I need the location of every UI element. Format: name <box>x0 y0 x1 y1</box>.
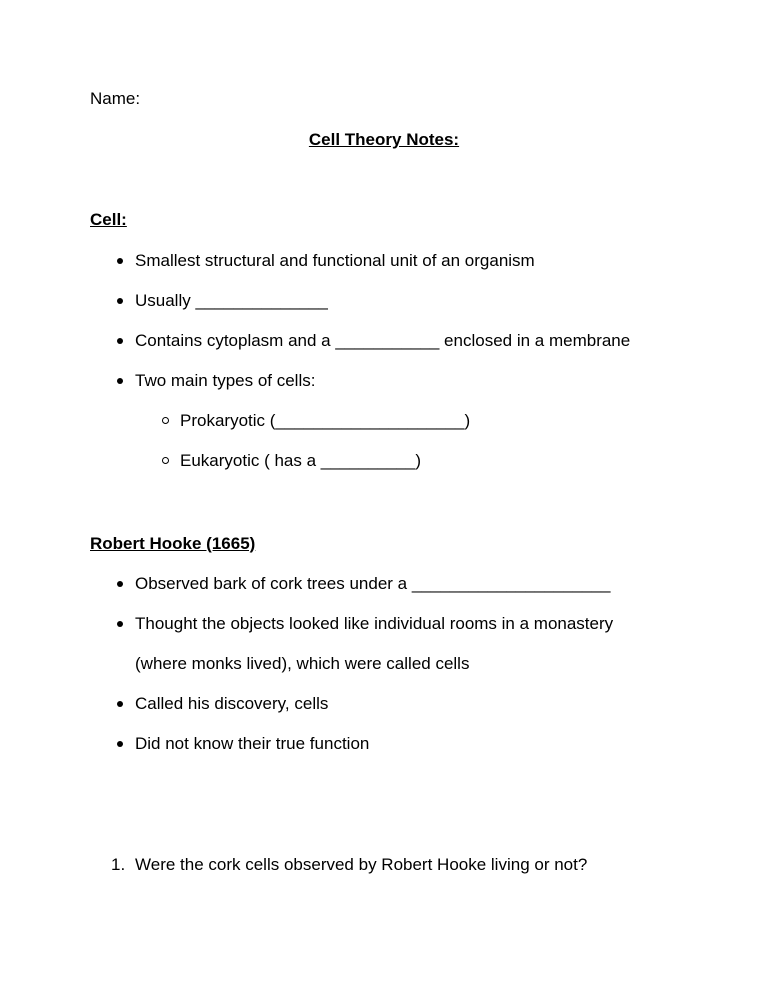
hollow-bullet-icon <box>162 457 169 464</box>
bullet-icon <box>117 378 123 384</box>
cell-sub-bullet-1-text: Prokaryotic (____________________) <box>180 411 471 430</box>
cell-bullet-2 <box>90 290 678 312</box>
question-1-text: Were the cork cells observed by Robert Hooke living or not? <box>135 855 588 874</box>
cell-section-heading: Cell: <box>90 210 127 229</box>
cell-bullet-3 <box>90 330 678 352</box>
bullet-icon <box>117 258 123 264</box>
bullet-icon <box>117 581 123 587</box>
hooke-bullet-2-line-2: (where monks lived), which were called cells <box>135 654 470 673</box>
cell-bullet-1-text: Smallest structural and functional unit of an organism <box>135 251 535 270</box>
hooke-bullet-2 <box>90 613 678 635</box>
cell-bullet-4-text: Two main types of cells: <box>135 371 316 390</box>
bullet-icon <box>117 701 123 707</box>
document-title: Cell Theory Notes: <box>308 130 460 149</box>
hollow-bullet-icon <box>162 417 169 424</box>
bullet-icon <box>117 741 123 747</box>
hooke-section-heading: Robert Hooke (1665) <box>90 534 256 553</box>
cell-sub-bullet-1 <box>90 410 678 432</box>
hooke-bullet-4 <box>90 733 678 755</box>
cell-bullet-2-text: Usually ______________ <box>135 291 328 310</box>
cell-sub-bullet-2-text: Eukaryotic ( has a __________) <box>180 451 421 470</box>
bullet-icon <box>117 298 123 304</box>
bullet-icon <box>117 338 123 344</box>
hooke-bullet-1-text: Observed bark of cork trees under a _____________________ <box>135 574 611 593</box>
hooke-bullet-3 <box>90 693 678 715</box>
hooke-bullet-2-continuation <box>90 653 678 675</box>
hooke-bullet-3-text: Called his discovery, cells <box>135 694 329 713</box>
question-1-number: 1. <box>111 855 126 874</box>
hooke-bullet-2-line-1: Thought the objects looked like individual rooms in a monastery <box>135 614 614 633</box>
bullet-icon <box>117 621 123 627</box>
cell-bullet-4 <box>90 370 678 392</box>
hooke-bullet-4-text: Did not know their true function <box>135 734 370 753</box>
hooke-bullet-1 <box>90 573 678 595</box>
cell-sub-bullet-2 <box>90 450 678 472</box>
question-1 <box>90 854 678 876</box>
name-label: Name: <box>90 89 141 108</box>
cell-bullet-3-text: Contains cytoplasm and a ___________ enclosed in a membrane <box>135 331 631 350</box>
cell-bullet-1 <box>90 250 678 272</box>
